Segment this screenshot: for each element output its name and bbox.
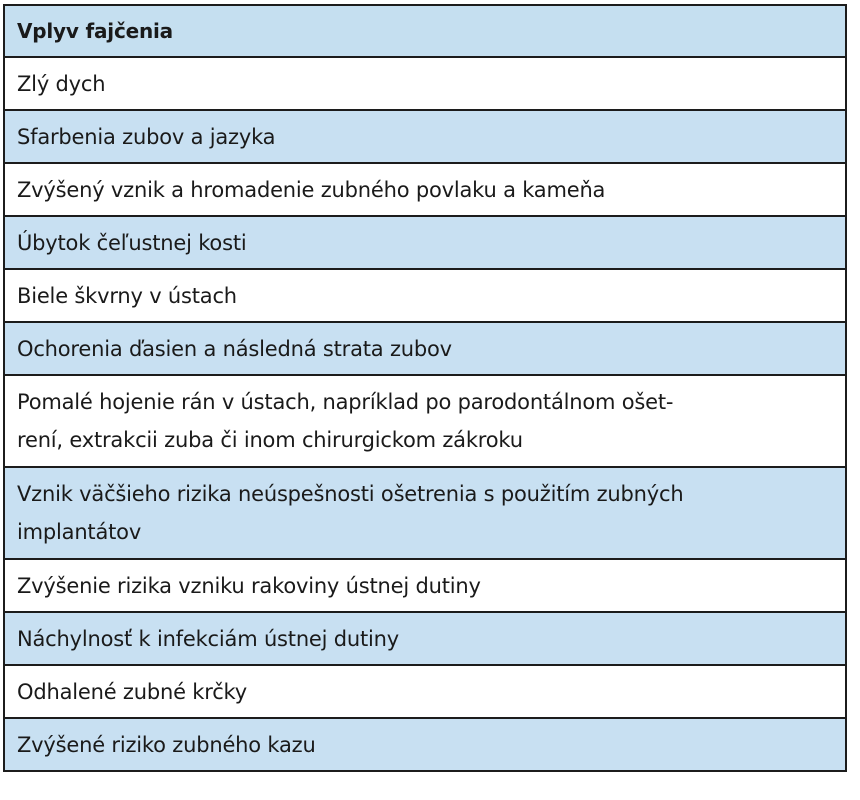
smoking-effects-table-container [3, 4, 847, 772]
table-header-cell: Vplyv fajčenia [4, 5, 846, 57]
table-cell: Zvýšené riziko zubného kazu [4, 718, 846, 771]
table-cell: Náchylnosť k infekciám ústnej dutiny [4, 612, 846, 665]
table-row [4, 612, 846, 665]
table-row [4, 57, 846, 110]
table-row [4, 163, 846, 216]
table-row [4, 322, 846, 375]
table-cell-multiline: Vznik väčšieho rizika neúspešnosti ošetrenia s použitím zubných implantátov [4, 467, 846, 559]
table-cell: Zvýšený vznik a hromadenie zubného povlaku a kameňa [4, 163, 846, 216]
table-row [4, 467, 846, 559]
table-cell: Ochorenia ďasien a následná strata zubov [4, 322, 846, 375]
table-row [4, 665, 846, 718]
table-row [4, 216, 846, 269]
table-row [4, 110, 846, 163]
table-cell: Zvýšenie rizika vzniku rakoviny ústnej dutiny [4, 559, 846, 612]
table-cell: Zlý dych [4, 57, 846, 110]
table-header-row [4, 5, 846, 57]
table-cell: Odhalené zubné krčky [4, 665, 846, 718]
table-cell: Biele škvrny v ústach [4, 269, 846, 322]
table-cell: Úbytok čeľustnej kosti [4, 216, 846, 269]
table-row [4, 718, 846, 771]
table-row [4, 269, 846, 322]
table-cell-multiline: Pomalé hojenie rán v ústach, napríklad po parodontálnom ošet- rení, extrakcii zuba či inom chirurgickom zákroku [4, 375, 846, 467]
smoking-effects-table [3, 4, 847, 772]
table-row [4, 559, 846, 612]
table-row [4, 375, 846, 467]
table-cell: Sfarbenia zubov a jazyka [4, 110, 846, 163]
